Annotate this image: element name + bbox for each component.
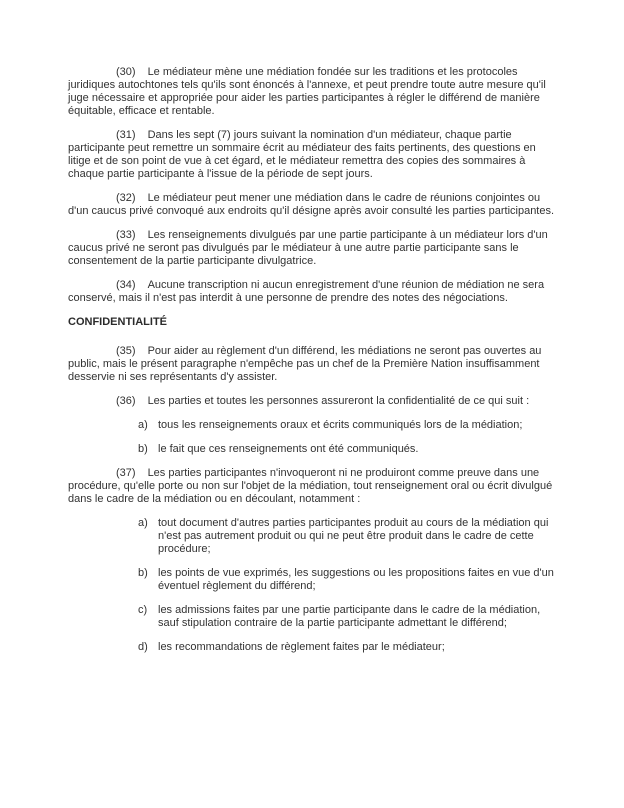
item-text: tous les renseignements oraux et écrits communiqués lors de la médiation;	[158, 419, 523, 431]
item-letter: b)	[138, 443, 148, 455]
paragraph-text: Pour aider au règlement d'un différend, les médiations ne seront pas ouvertes au public, mais le présent paragraphe n'empêche pas un chef de la Première Nation insuffisamment desservie ni ses représentants d'y assister.	[68, 345, 542, 383]
paragraph-number: (35)	[116, 345, 136, 357]
lettered-item	[138, 517, 556, 556]
numbered-paragraph	[68, 345, 556, 384]
item-letter: b)	[138, 567, 148, 579]
numbered-paragraph	[68, 129, 556, 181]
numbered-paragraph	[68, 66, 556, 118]
paragraph-number: (37)	[116, 467, 136, 479]
item-text: tout document d'autres parties participantes produit au cours de la médiation qui n'est pas autrement produit ou qui ne peut être produit dans le cadre de cette procédure;	[158, 517, 549, 555]
paragraph-number: (36)	[116, 395, 136, 407]
lettered-item	[138, 604, 556, 630]
paragraph-text: Les renseignements divulgués par une partie participante à un médiateur lors d'un caucus privé ne seront pas divulgués par le médiateur à une autre partie participante sans le consentement de la partie participante divulgatrice.	[68, 229, 548, 267]
paragraph-number: (33)	[116, 229, 136, 241]
item-text: les points de vue exprimés, les suggestions ou les propositions faites en vue d'un éventuel règlement du différend;	[158, 567, 554, 592]
numbered-paragraph	[68, 467, 556, 506]
numbered-paragraph	[68, 279, 556, 305]
item-text: le fait que ces renseignements ont été communiqués.	[158, 443, 419, 455]
item-text: les admissions faites par une partie participante dans le cadre de la médiation, sauf stipulation contraire de la partie participante admettant le différend;	[158, 604, 541, 629]
paragraph-text: Les parties et toutes les personnes assureront la confidentialité de ce qui suit :	[147, 395, 530, 407]
paragraph-number: (32)	[116, 192, 136, 204]
lettered-item	[138, 443, 556, 456]
item-letter: a)	[138, 419, 148, 431]
item-letter: c)	[138, 604, 148, 616]
lettered-item	[138, 419, 556, 432]
paragraph-text: Le médiateur mène une médiation fondée sur les traditions et les protocoles juridiques autochtones tels qu'ils sont énoncés à l'annexe, et peut prendre toute autre mesure qu'il juge nécessaire et appropriée pour aider les parties participantes à régler le différend de manière équitable, efficace et rentable.	[68, 66, 546, 117]
item-letter: a)	[138, 517, 148, 529]
lettered-item	[138, 641, 556, 654]
paragraph-text: Le médiateur peut mener une médiation dans le cadre de réunions conjointes ou d'un caucus privé convoqué aux endroits qu'il désigne après avoir consulté les parties participantes.	[68, 192, 555, 217]
numbered-paragraph	[68, 192, 556, 218]
paragraph-text: Dans les sept (7) jours suivant la nomination d'un médiateur, chaque partie participante peut remettre un sommaire écrit au médiateur des faits pertinents, des questions en litige et de son point de vue à cet égard, et le médiateur remettra des copies des sommaires à chaque partie participante à l'issue de la période de sept jours.	[68, 129, 536, 180]
paragraph-text: Les parties participantes n'invoqueront ni ne produiront comme preuve dans une procédure, qu'elle porte ou non sur l'objet de la médiation, tout renseignement oral ou écrit divulgué dans le cadre de la médiation ou en découlant, notamment :	[68, 467, 553, 505]
section-heading: CONFIDENTIALITÉ	[68, 316, 167, 328]
numbered-paragraph	[68, 229, 556, 268]
paragraph-number: (34)	[116, 279, 136, 291]
paragraph-text: Aucune transcription ni aucun enregistrement d'une réunion de médiation ne sera conservé, mais il n'est pas interdit à une personne de prendre des notes des négociations.	[68, 279, 545, 304]
item-text: les recommandations de règlement faites par le médiateur;	[158, 641, 445, 653]
numbered-paragraph	[68, 395, 556, 408]
paragraph-number: (30)	[116, 66, 136, 78]
lettered-item	[138, 567, 556, 593]
item-letter: d)	[138, 641, 148, 653]
paragraph-number: (31)	[116, 129, 136, 141]
